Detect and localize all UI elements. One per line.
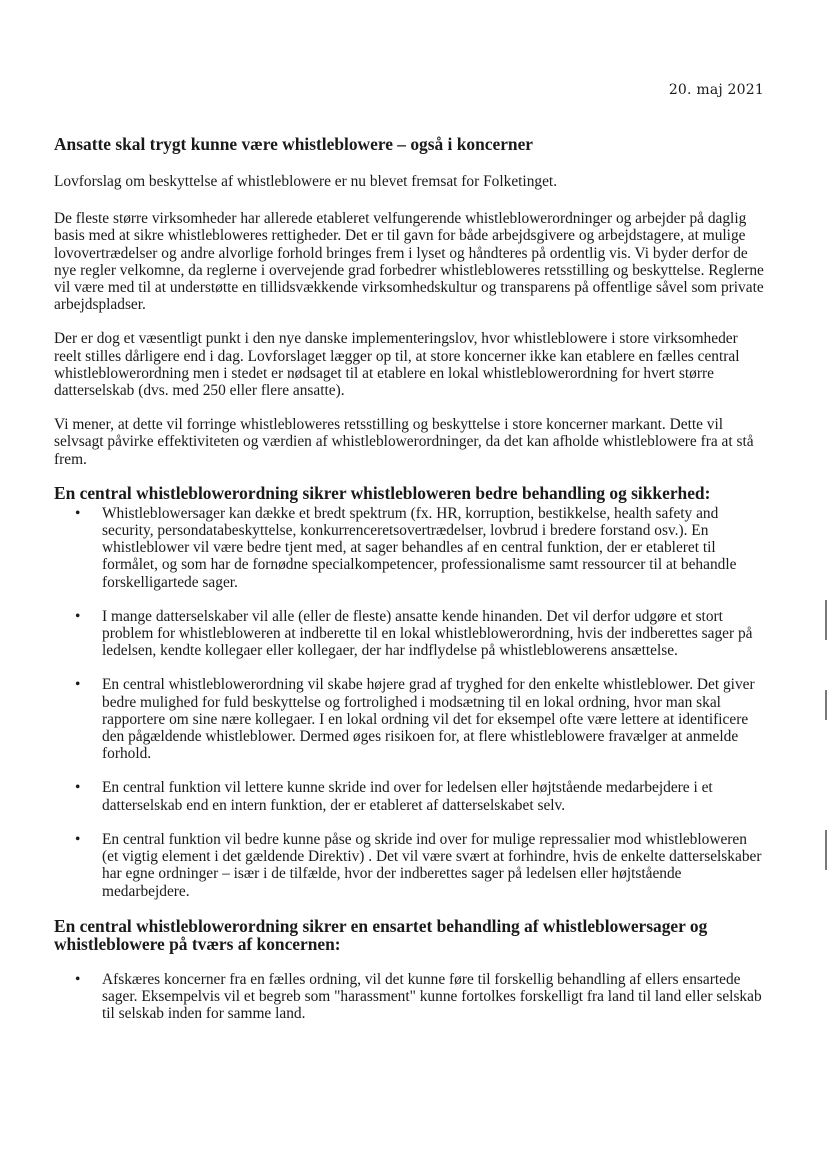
list-item-text: I mange datterselskaber vil alle (eller de fleste) ansatte kende hinanden. Det vil derfor udgøre et stort problem for whistlebloweren at indberette til en lokal whistleblowerordning, hvis der indberettes sager på ledelsen, kendte kollegaer eller kollegaer, der har indflydelse på whistleblowerens ansættelse.: [102, 607, 753, 660]
document-body: [54, 134, 766, 1039]
bullet-icon: •: [75, 504, 81, 522]
bullet-list: [54, 971, 766, 1023]
bullet-list: [54, 505, 766, 900]
list-item: [54, 608, 766, 660]
list-item-text: Afskæres koncerner fra en fælles ordning, vil det kunne føre til forskellig behandling af ellers ensartede sager. Eksempelvis vil et begreb som "harassment" kunne fortolkes forskelligt fra land til land eller selskab til selskab inden for samme land.: [102, 970, 762, 1023]
bullet-icon: •: [75, 676, 81, 694]
body-paragraph: Der er dog et væsentligt punkt i den nye danske implementeringslov, hvor whistleblowere i store virksomheder reelt stilles dårligere end i dag. Lovforslaget lægger op til, at store koncerner ikke kan etablere en fælles central whistleblowerordning men i stedet er nødsaget til at etablere en lokal whistleblowerordning for hvert større datterselskab (dvs. med 250 eller flere ansatte).: [54, 330, 740, 400]
bullet-icon: •: [75, 970, 81, 988]
bullet-icon: •: [75, 779, 81, 797]
bullet-icon: •: [75, 607, 81, 625]
list-item: [54, 971, 766, 1023]
list-item-text: En central funktion vil lettere kunne skride ind over for ledelsen eller højtstående medarbejdere i et datterselskab end en intern funktion, der er etableret af datterselskabet selv.: [102, 779, 713, 814]
list-item: [54, 676, 766, 762]
intro-paragraph: Lovforslag om beskyttelse af whistleblowere er nu blevet fremsat for Folketinget.: [54, 173, 558, 190]
section-heading: En central whistleblowerordning sikrer whistlebloweren bedre behandling og sikkerhed:: [54, 482, 711, 503]
list-item: [54, 779, 766, 813]
document-title: Ansatte skal trygt kunne være whistleblowere – også i koncerner: [54, 134, 534, 154]
document-date: 20. maj 2021: [668, 82, 764, 98]
list-item-text: En central funktion vil bedre kunne påse og skride ind over for mulige repressalier mod whistlebloweren (et vigtig element i det gældende Direktiv) . Det vil være svært at forhindre, hvis de enkelte datterselskaber har egne ordninger – især i de tilfælde, hvor der indberettes sager på ledelsen eller højtstående medarbejdere.: [102, 830, 762, 900]
list-item-text: En central whistleblowerordning vil skabe højere grad af tryghed for den enkelte whistleblower. Det giver bedre mulighed for fuld beskyttelse og fortrolighed i modsætning til en lokal ordning, hvor man skal rapportere om sine nære kollegaer. I en lokal ordning vil det for eksempel ofte være lettere at identificere den pågældende whistleblower. Dermed øges risikoen for, at flere whistleblowere fravælger at anmelde forhold.: [102, 676, 755, 763]
list-item-text: Whistleblowersager kan dække et bredt spektrum (fx. HR, korruption, bestikkelse, health safety and security, persondatabeskyttelse, konkurrenceretsovertrædelser, lovbrud i bredere forstand osv.). En whistleblower vil være bedre tjent med, at sager behandles af en central funktion, der er etableret til formålet, og som har de fornødne specialkompetencer, professionalisme samt ressourcer til at behandle forskelligartede sager.: [102, 504, 737, 591]
bullet-icon: •: [75, 830, 81, 848]
section-heading: En central whistleblowerordning sikrer en ensartet behandling af whistleblowersager og whistleblowere på tværs af koncernen:: [54, 915, 708, 954]
list-item: [54, 505, 766, 591]
list-item: [54, 831, 766, 900]
body-paragraph: De fleste større virksomheder har allerede etableret velfungerende whistleblowerordninger og arbejder på daglig basis med at sikre whistlebloweres rettigheder. Det er til gavn for både arbejdsgivere og arbejdstagere, at mulige lovovertrædelser og andre alvorlige forhold bringes frem i lyset og håndteres på ordentlig vis. Vi byder derfor de nye regler velkomne, da reglerne i overvejende grad forbedrer whistlebloweres retsstilling og beskyttelse. Reglerne vil være med til at understøtte en tillidsvækkende virksomhedskultur og transparens på offentlige såvel som private arbejdspladser.: [54, 210, 764, 314]
body-paragraph: Vi mener, at dette vil forringe whistlebloweres retsstilling og beskyttelse i store koncerner markant. Dette vil selvsagt påvirke effektiviteten og værdien af whistleblowerordninger, da det kan afholde whistleblowere fra at stå frem.: [54, 416, 754, 468]
